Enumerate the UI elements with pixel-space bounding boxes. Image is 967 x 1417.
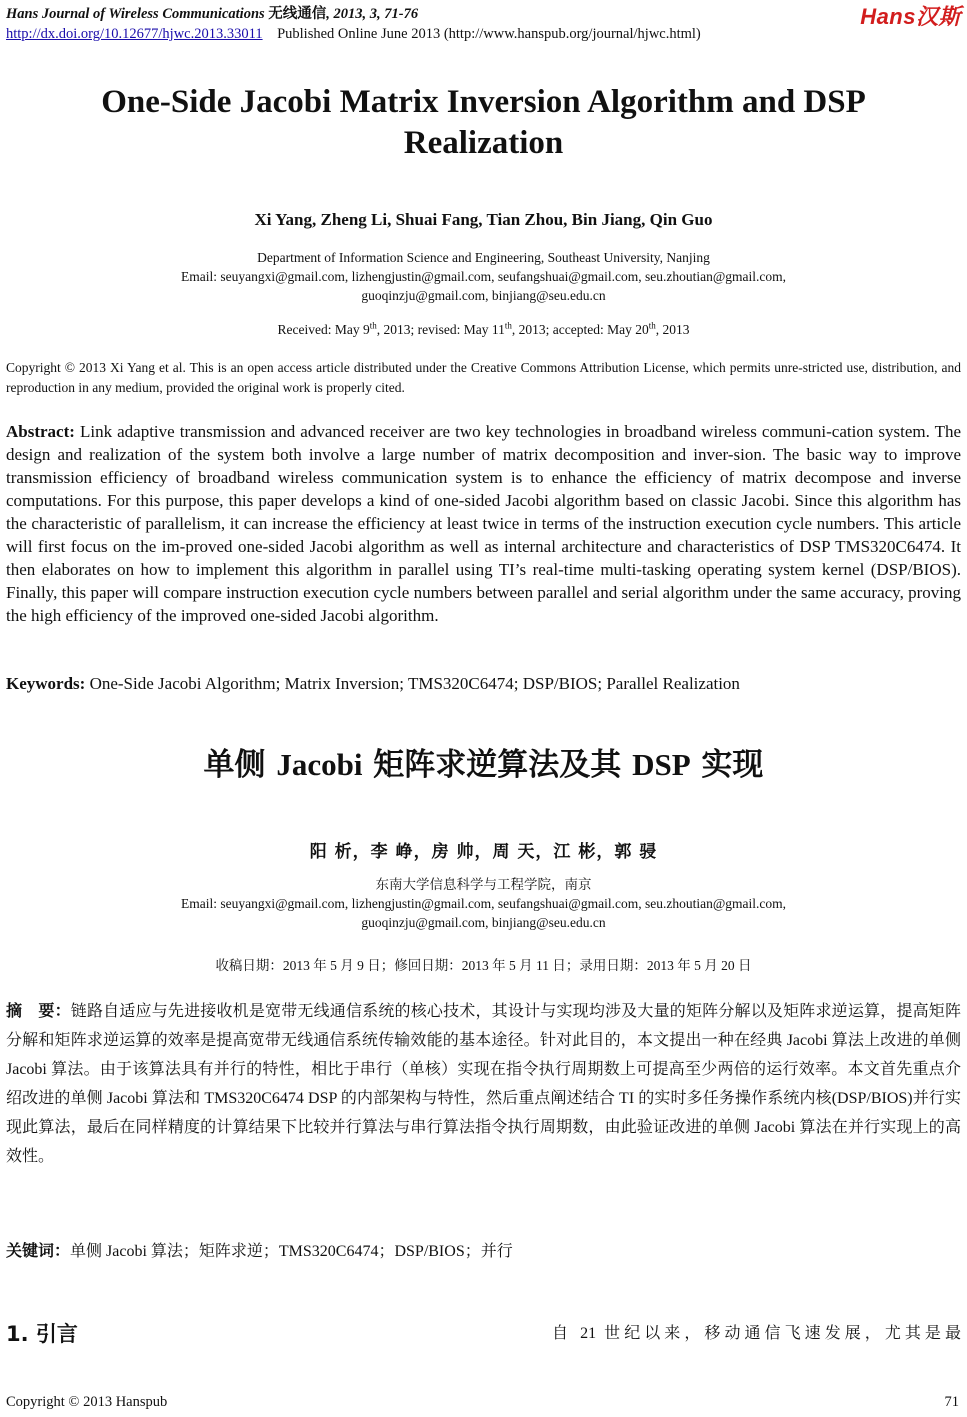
revised-date: , 2013; revised: May 11	[376, 322, 505, 337]
doi-line	[6, 26, 701, 43]
email-line-2: guoqinzju@gmail.com, binjiang@seu.edu.cn	[361, 288, 606, 303]
section-heading-introduction: 1. 引言	[6, 1322, 78, 1346]
hans-logo: Hans汉斯	[860, 4, 961, 29]
keywords-cn-text: 单侧 Jacobi 算法；矩阵求逆；TMS320C6474；DSP/BIOS；并行	[70, 1243, 513, 1260]
received-end: , 2013	[655, 322, 690, 337]
sup-th: th	[504, 320, 512, 331]
copyright-notice: Copyright © 2013 Xi Yang et al. This is an open access article distributed under the Creative Commons Attribution License, which permits unre-stricted use, distribution, and reproduction in any medium, provided the original work is properly cited.	[6, 360, 961, 395]
column-two-text: 自 21 世纪以来，移动通信飞速发展，尤其是最	[552, 1325, 961, 1342]
journal-name-en: Hans Journal of Wireless Communications	[6, 6, 265, 22]
footer-copyright: Copyright © 2013 Hanspub	[6, 1394, 168, 1410]
paper-title-cn	[0, 744, 967, 786]
abstract-cn	[6, 996, 961, 1171]
title-cn-part: 实现	[690, 747, 764, 783]
affiliation-cn: 东南大学信息科学与工程学院，南京	[375, 877, 592, 892]
sup-th: th	[369, 320, 377, 331]
abstract-label: Abstract:	[6, 422, 75, 441]
authors-en: Xi Yang, Zheng Li, Shuai Fang, Tian Zhou, Bin Jiang, Qin Guo	[254, 210, 713, 229]
received-dates-en	[0, 320, 967, 339]
sup-th: th	[648, 320, 656, 331]
abstract-en	[6, 420, 961, 627]
journal-header	[6, 2, 418, 23]
affiliation-en: Department of Information Science and Engineering, Southeast University, Nanjing	[257, 250, 710, 265]
keywords-label: Keywords:	[6, 674, 86, 693]
page-number: 71	[944, 1394, 959, 1410]
keywords-text: One-Side Jacobi Algorithm; Matrix Inversion; TMS320C6474; DSP/BIOS; Parallel Realization	[89, 674, 740, 693]
journal-volume: , 2013, 3, 71-76	[326, 6, 419, 22]
abstract-text: Link adaptive transmission and advanced receiver are two key technologies in broadband wireless communi-cation system. The design and realization of the system both involve a large number of matrix decomposition and inver-sion. The basic way to improve transmission efficiency of broadband wireless communication system is to enhance the efficiency of matrix decompose and inverse computations. For this purpose, this paper develops a kind of one-sided Jacobi algorithm based on classic Jacobi. Since this algorithm has the characteristic of parallelism, it can increase the efficiency at least twice in terms of the instruction execution cycle numbers. This article will first focus on the im-proved one-sided Jacobi algorithm as well as internal architecture and characteristics of DSP TMS320C6474. It then elaborates on how to implement this algorithm in parallel using TI’s real-time multi-tasking operating system kernel (DSP/BIOS). Finally, this paper will compare instruction execution cycle numbers between parallel and serial algorithm under the same accuracy, proving the high efficiency of the improved one-sided Jacobi algorithm.	[6, 422, 962, 625]
keywords-en	[6, 672, 961, 695]
authors-cn: 阳 析，李 峥，房 帅，周 天，江 彬，郭 骎	[309, 842, 658, 862]
email-line-2-cn: guoqinzju@gmail.com, binjiang@seu.edu.cn	[361, 915, 606, 930]
title-en-text: One-Side Jacobi Matrix Inversion Algorithm and DSP Realization	[101, 84, 866, 161]
paper-title-en	[0, 82, 967, 164]
abstract-cn-text: 链路自适应与先进接收机是宽带无线通信系统的核心技术，其设计与实现均涉及大量的矩阵分解以及矩阵求逆运算，提高矩阵分解和矩阵求逆运算的效率是提高宽带无线通信系统传输效能的基本途径。针对此目的，本文提出一种在经典 Jacobi 算法上改进的单侧 Jacobi 算法。由于该算法具有并行的特性，相比于串行（单核）实现在指令执行周期数上可提高至少两倍的运行效率。本文首先重点介绍改进的单侧 Jacobi 算法和 TMS320C6474 DSP 的内部架构与特性，然后重点阐述结合 TI 的实时多任务操作系统内核(DSP/BIOS)并行实现此算法，最后在同样精度的计算结果下比较并行算法与串行算法指令执行周期数，由此验证改进的单侧 Jacobi 算法在并行实现上的高效性。	[6, 1003, 961, 1165]
abstract-cn-label: 摘 要：	[6, 1001, 71, 1020]
email-line-1: Email: seuyangxi@gmail.com, lizhengjustin@gmail.com, seufangshuai@gmail.com, seu.zhoutian@gmail.com,	[181, 269, 786, 284]
title-cn-part: 单侧	[203, 747, 277, 783]
title-cn-part: 矩阵求逆算法及其	[362, 747, 633, 783]
affiliation-block-cn	[0, 875, 967, 932]
affiliation-block-en	[0, 248, 967, 305]
keywords-cn	[6, 1239, 961, 1264]
received-date: Received: May 9	[277, 322, 370, 337]
published-online: Published Online June 2013 (http://www.hanspub.org/journal/hjwc.html)	[277, 26, 701, 42]
title-cn-part: Jacobi	[276, 747, 363, 782]
accepted-date: , 2013; accepted: May 20	[511, 322, 649, 337]
doi-link[interactable]: http://dx.doi.org/10.12677/hjwc.2013.33011	[6, 26, 263, 42]
email-line-1-cn: Email: seuyangxi@gmail.com, lizhengjustin@gmail.com, seufangshuai@gmail.com, seu.zhoutian@gmail.com,	[181, 896, 786, 911]
journal-name-cn: 无线通信	[268, 6, 327, 22]
received-dates-cn: 收稿日期：2013 年 5 月 9 日；修回日期：2013 年 5 月 11 日；录用日期：2013 年 5 月 20 日	[215, 958, 752, 973]
keywords-cn-label: 关键词：	[6, 1241, 71, 1260]
title-cn-part: DSP	[632, 747, 691, 782]
